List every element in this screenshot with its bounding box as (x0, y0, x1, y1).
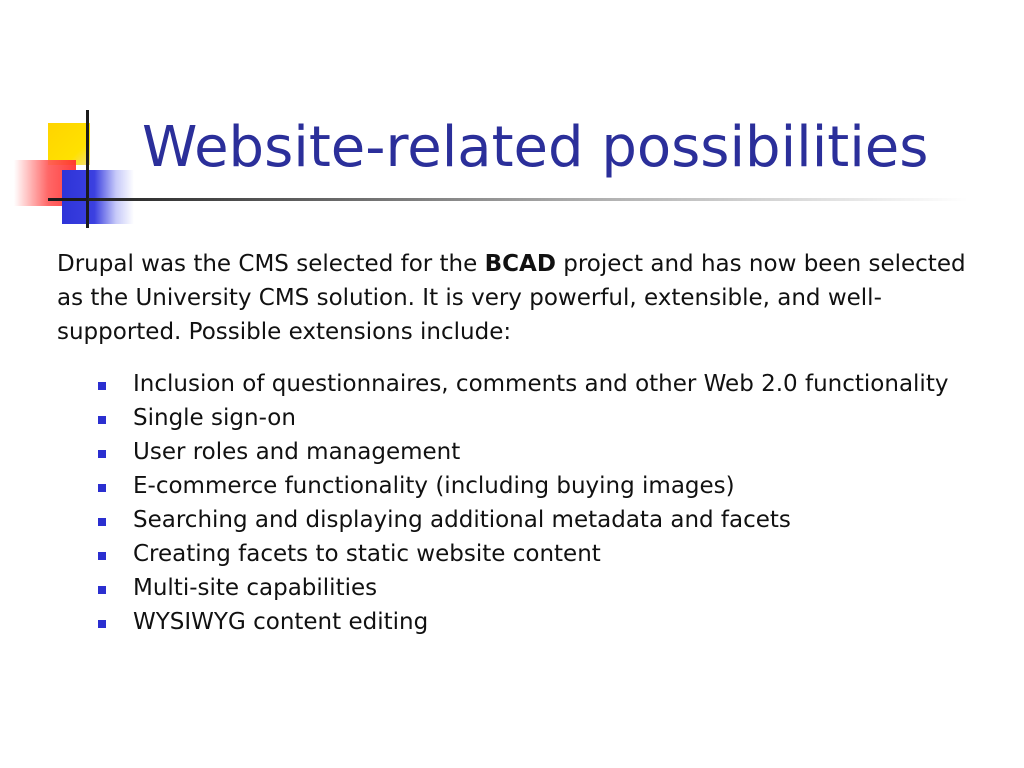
bullet-item (96, 575, 976, 601)
bullet-text: Searching and displaying additional metadata and facets (133, 507, 791, 533)
intro-bold-term: BCAD (484, 251, 556, 277)
extensions-bullet-list (96, 371, 976, 643)
bullet-text: Creating facets to static website content (133, 541, 601, 567)
title-underline-rule (88, 198, 968, 201)
square-bullet-icon (98, 450, 106, 458)
bullet-item (96, 507, 976, 533)
bullet-text: Multi-site capabilities (133, 575, 378, 601)
logo-blue-square (62, 170, 134, 224)
bullet-item (96, 439, 976, 465)
bullet-item (96, 405, 976, 431)
bullet-text: User roles and management (133, 439, 461, 465)
bullet-item (96, 609, 976, 635)
bullet-text: Single sign-on (133, 405, 296, 431)
bullet-text: E-commerce functionality (including buying images) (133, 473, 735, 499)
intro-paragraph (57, 247, 977, 349)
logo-yellow-square (48, 123, 90, 165)
bullet-item (96, 371, 976, 397)
square-bullet-icon (98, 484, 106, 492)
bullet-item (96, 473, 976, 499)
square-bullet-icon (98, 552, 106, 560)
square-bullet-icon (98, 382, 106, 390)
slide-logo (0, 0, 140, 230)
bullet-text: WYSIWYG content editing (133, 609, 429, 635)
slide-title: Website-related possibilities (142, 115, 929, 180)
logo-vertical-line (86, 110, 89, 228)
square-bullet-icon (98, 586, 106, 594)
square-bullet-icon (98, 416, 106, 424)
square-bullet-icon (98, 518, 106, 526)
bullet-text: Inclusion of questionnaires, comments and other Web 2.0 functionality (133, 371, 949, 397)
intro-text-start: Drupal was the CMS selected for the (57, 251, 485, 277)
bullet-item (96, 541, 976, 567)
square-bullet-icon (98, 620, 106, 628)
intro-text-end: project and has now been selected as the University CMS solution. It is very powerful, extensible, and well-supported. Possible extensions include: (57, 251, 966, 345)
